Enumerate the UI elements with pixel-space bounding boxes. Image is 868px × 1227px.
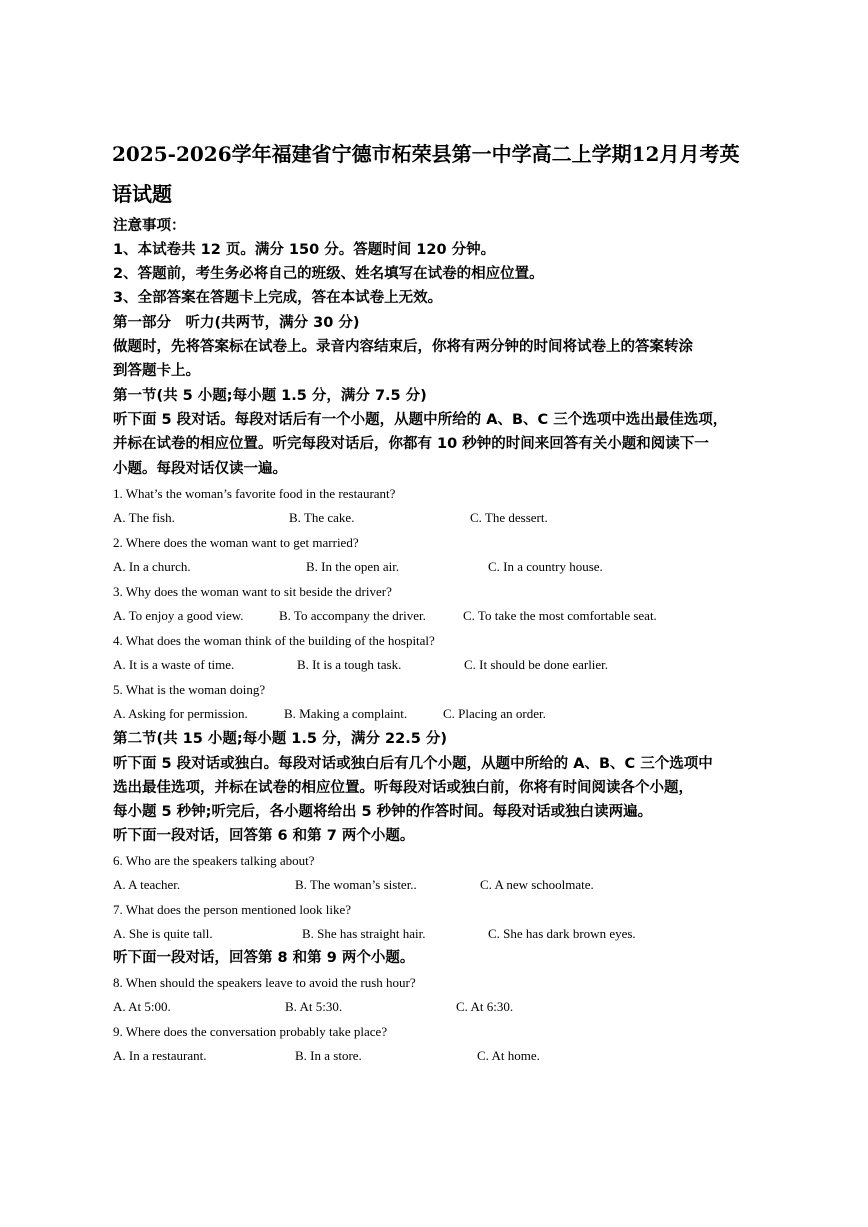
section1-heading: 第一节(共 5 小题;每小题 1.5 分，满分 7.5 分) <box>113 388 427 404</box>
section1-instruction-line-1: 听下面 5 段对话。每段对话后有一个小题，从题中所给的 A、B、C 三个选项中选出最佳选项， <box>113 412 728 428</box>
section1-instruction-line-3: 小题。每段对话仅读一遍。 <box>113 461 287 477</box>
question-1-option-a: A. The fish. <box>113 510 175 525</box>
question-3-option-c: C. To take the most comfortable seat. <box>463 608 657 623</box>
exam-title-line-2: 语试题 <box>112 182 172 206</box>
question-2-option-b: B. In the open air. <box>306 559 400 574</box>
question-7-option-c: C. She has dark brown eyes. <box>488 926 636 941</box>
question-8-option-a: A. At 5:00. <box>113 999 171 1014</box>
question-3-option-a: A. To enjoy a good view. <box>113 608 244 623</box>
section2-instruction-line-1: 听下面 5 段对话或独白。每段对话或独白后有几个小题，从题中所给的 A、B、C 三个选项中 <box>113 756 713 772</box>
section2-heading: 第二节(共 15 小题;每小题 1.5 分，满分 22.5 分) <box>113 731 447 747</box>
question-5-option-b: B. Making a complaint. <box>284 706 408 721</box>
question-2-option-c: C. In a country house. <box>488 559 603 574</box>
notice-item-1: 1、本试卷共 12 页。满分 150 分。答题时间 120 分钟。 <box>113 242 496 258</box>
part1-instruction-line-1: 做题时，先将答案标在试卷上。录音内容结束后，你将有两分钟的时间将试卷上的答案转涂 <box>113 339 693 355</box>
question-1-option-b: B. The cake. <box>289 510 355 525</box>
question-7: 7. What does the person mentioned look like? <box>113 902 352 917</box>
question-1: 1. What’s the woman’s favorite food in the restaurant? <box>113 486 396 501</box>
question-9-option-a: A. In a restaurant. <box>113 1048 207 1063</box>
question-4-option-c: C. It should be done earlier. <box>464 657 609 672</box>
exam-title-line-1: 2025-2026学年福建省宁德市柘荣县第一中学高二上学期12月月考英 <box>112 142 740 166</box>
part1-heading: 第一部分 听力(共两节，满分 30 分) <box>113 315 360 331</box>
question-4-option-a: A. It is a waste of time. <box>113 657 235 672</box>
question-5: 5. What is the woman doing? <box>113 682 266 697</box>
question-7-option-b: B. She has straight hair. <box>302 926 426 941</box>
question-8-option-c: C. At 6:30. <box>456 999 514 1014</box>
question-3: 3. Why does the woman want to sit beside the driver? <box>113 584 392 599</box>
question-5-option-a: A. Asking for permission. <box>113 706 248 721</box>
notice-item-2: 2、答题前，考生务必将自己的班级、姓名填写在试卷的相应位置。 <box>113 266 544 282</box>
question-9: 9. Where does the conversation probably take place? <box>113 1024 388 1039</box>
question-4: 4. What does the woman think of the building of the hospital? <box>113 633 435 648</box>
question-3-option-b: B. To accompany the driver. <box>279 608 426 623</box>
question-2: 2. Where does the woman want to get married? <box>113 535 359 550</box>
question-8: 8. When should the speakers leave to avoid the rush hour? <box>113 975 416 990</box>
question-1-option-c: C. The dessert. <box>470 510 548 525</box>
conversation-intro-6-7: 听下面一段对话，回答第 6 和第 7 两个小题。 <box>113 828 415 844</box>
question-7-option-a: A. She is quite tall. <box>113 926 213 941</box>
notice-item-3: 3、全部答案在答题卡上完成，答在本试卷上无效。 <box>113 290 443 306</box>
conversation-intro-8-9: 听下面一段对话，回答第 8 和第 9 两个小题。 <box>113 950 415 966</box>
question-6-option-c: C. A new schoolmate. <box>480 877 594 892</box>
question-9-option-b: B. In a store. <box>295 1048 362 1063</box>
question-2-option-a: A. In a church. <box>113 559 191 574</box>
question-4-option-b: B. It is a tough task. <box>297 657 402 672</box>
section2-instruction-line-3: 每小题 5 秒钟;听完后，各小题将给出 5 秒钟的作答时间。每段对话或独白读两遍。 <box>113 804 653 820</box>
question-8-option-b: B. At 5:30. <box>285 999 343 1014</box>
notice-heading: 注意事项： <box>113 218 186 234</box>
question-9-option-c: C. At home. <box>477 1048 540 1063</box>
section2-instruction-line-2: 选出最佳选项，并标在试卷的相应位置。听每段对话或独白前，你将有时间阅读各个小题， <box>113 780 693 796</box>
question-6: 6. Who are the speakers talking about? <box>113 853 315 868</box>
question-6-option-b: B. The woman’s sister.. <box>295 877 417 892</box>
question-6-option-a: A. A teacher. <box>113 877 181 892</box>
question-5-option-c: C. Placing an order. <box>443 706 546 721</box>
section1-instruction-line-2: 并标在试卷的相应位置。听完每段对话后，你都有 10 秒钟的时间来回答有关小题和阅读下一 <box>113 436 709 452</box>
part1-instruction-line-2: 到答题卡上。 <box>113 363 200 379</box>
